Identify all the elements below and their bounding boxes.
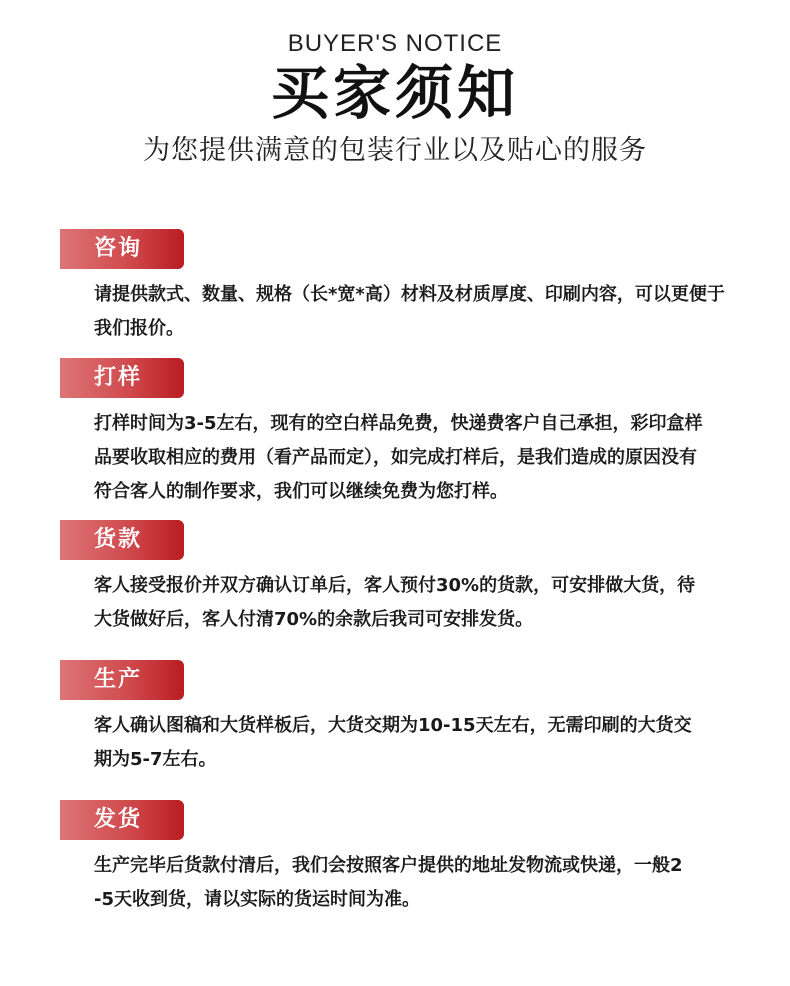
section-payment (60, 520, 760, 637)
en-title: BUYER'S NOTICE (287, 30, 503, 57)
section-consult (60, 229, 760, 346)
section-text-shipping: 生产完毕后货款付清后，我们会按照客户提供的地址发物流或快递，一般2 -5天收到货，请以实际的货运时间为准。 (94, 855, 683, 910)
section-tag-payment: 货款 (60, 520, 184, 560)
section-production (60, 660, 760, 777)
section-sample (60, 358, 760, 509)
section-tag-production: 生产 (60, 660, 184, 700)
section-tag-shipping: 发货 (60, 800, 184, 840)
section-text-consult: 请提供款式、数量、规格（长*宽*高）材料及材质厚度、印刷内容，可以更便于 我们报价。 (94, 284, 725, 339)
section-shipping (60, 800, 760, 917)
section-text-sample: 打样时间为3-5左右，现有的空白样品免费，快递费客户自己承担，彩印盒样 品要收取相应的费用（看产品而定），如完成打样后，是我们造成的原因没有 符合客人的制作要求，我们可以继续免费为您打样。 (94, 413, 703, 502)
section-text-production: 客人确认图稿和大货样板后，大货交期为10-15天左右，无需印刷的大货交 期为5-7左右。 (94, 715, 692, 770)
section-tag-sample: 打样 (60, 358, 184, 398)
section-tag-consult: 咨询 (60, 229, 184, 269)
section-text-payment: 客人接受报价并双方确认订单后，客人预付30%的货款，可安排做大货，待 大货做好后，客人付清70%的余款后我司可安排发货。 (94, 575, 696, 630)
page-title: 买家须知 (270, 59, 519, 127)
subtitle: 为您提供满意的包装行业以及贴心的服务 (143, 135, 647, 166)
